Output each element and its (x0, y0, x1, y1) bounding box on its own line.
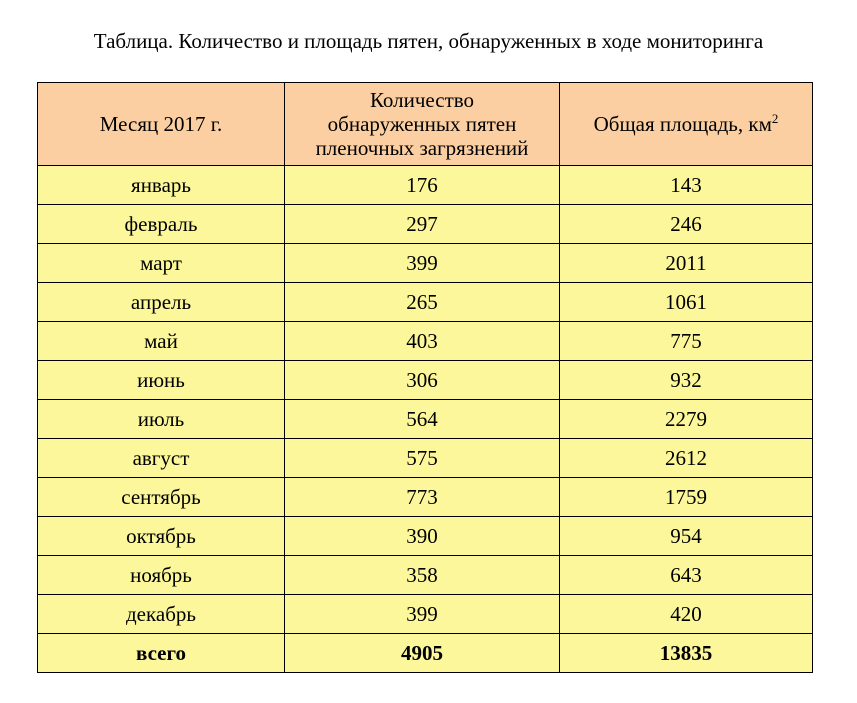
total-count: 4905 (285, 634, 560, 673)
cell-month: сентябрь (38, 478, 285, 517)
table-caption: Таблица. Количество и площадь пятен, обнаруженных в ходе мониторинга (93, 29, 764, 53)
table-row (38, 361, 813, 400)
cell-month: январь (38, 166, 285, 205)
header-area (560, 83, 813, 166)
table-row (38, 283, 813, 322)
header-count-line-1: Количество (369, 88, 475, 112)
table-row (38, 517, 813, 556)
table-row (38, 400, 813, 439)
cell-month: июнь (38, 361, 285, 400)
cell-count: 399 (285, 244, 560, 283)
cell-area: 1061 (560, 283, 813, 322)
cell-area: 246 (560, 205, 813, 244)
cell-month: март (38, 244, 285, 283)
monitoring-table (37, 82, 813, 673)
table-row (38, 166, 813, 205)
cell-area: 2612 (560, 439, 813, 478)
total-label: всего (38, 634, 285, 673)
cell-count: 358 (285, 556, 560, 595)
cell-area: 143 (560, 166, 813, 205)
table-row (38, 439, 813, 478)
table-row (38, 205, 813, 244)
cell-count: 306 (285, 361, 560, 400)
cell-count: 564 (285, 400, 560, 439)
table-row (38, 556, 813, 595)
cell-area: 954 (560, 517, 813, 556)
cell-area: 2279 (560, 400, 813, 439)
cell-month: июль (38, 400, 285, 439)
table-row (38, 244, 813, 283)
cell-area: 2011 (560, 244, 813, 283)
cell-area: 420 (560, 595, 813, 634)
cell-count: 403 (285, 322, 560, 361)
cell-count: 297 (285, 205, 560, 244)
header-count-line-3: пленочных загрязнений (315, 136, 529, 160)
cell-month: август (38, 439, 285, 478)
cell-month: февраль (38, 205, 285, 244)
header-area-superscript: 2 (771, 111, 779, 126)
cell-count: 265 (285, 283, 560, 322)
cell-count: 575 (285, 439, 560, 478)
table-row (38, 595, 813, 634)
header-month-label: Месяц 2017 г. (99, 112, 223, 136)
cell-month: май (38, 322, 285, 361)
header-area-label: Общая площадь, км (593, 112, 772, 136)
total-row (38, 634, 813, 673)
header-count (285, 83, 560, 166)
cell-count: 390 (285, 517, 560, 556)
cell-area: 1759 (560, 478, 813, 517)
cell-month: апрель (38, 283, 285, 322)
cell-count: 399 (285, 595, 560, 634)
header-row (38, 83, 813, 166)
table-row (38, 322, 813, 361)
cell-area: 775 (560, 322, 813, 361)
cell-count: 176 (285, 166, 560, 205)
cell-month: октябрь (38, 517, 285, 556)
cell-month: ноябрь (38, 556, 285, 595)
cell-area: 643 (560, 556, 813, 595)
table-row (38, 478, 813, 517)
header-month (38, 83, 285, 166)
total-area: 13835 (560, 634, 813, 673)
cell-month: декабрь (38, 595, 285, 634)
cell-count: 773 (285, 478, 560, 517)
cell-area: 932 (560, 361, 813, 400)
header-count-line-2: обнаруженных пятен (327, 112, 517, 136)
